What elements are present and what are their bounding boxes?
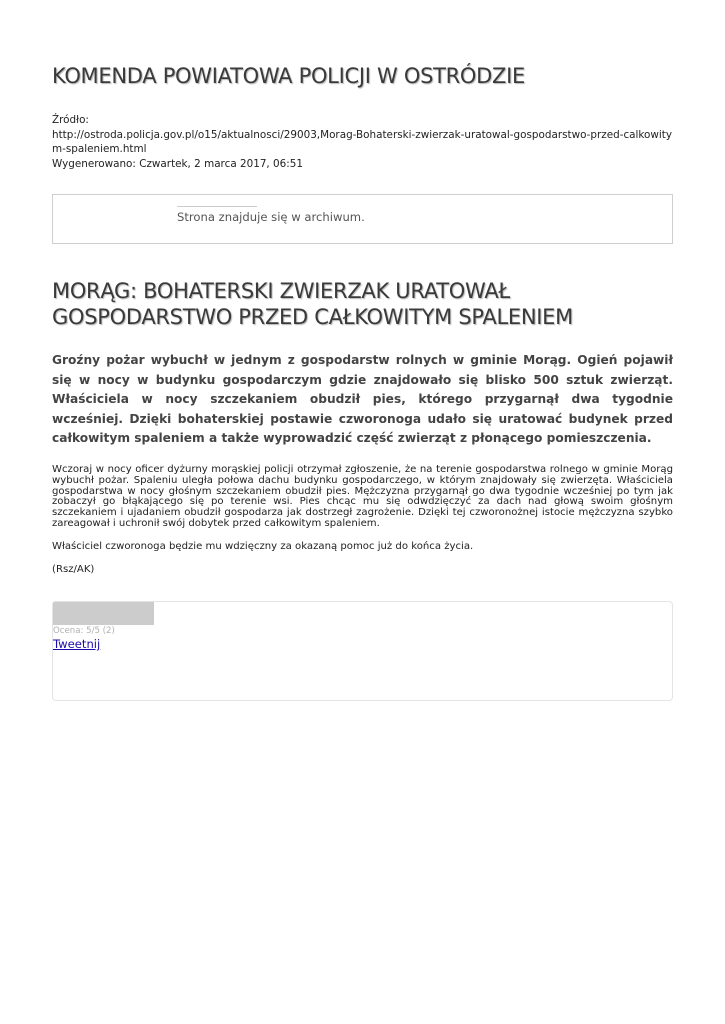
article-body — [52, 465, 673, 587]
generated-timestamp: Wygenerowano: Czwartek, 2 marca 2017, 06:51 — [52, 157, 303, 170]
site-title: KOMENDA POWIATOWA POLICJI W OSTRÓDZIE — [52, 64, 525, 88]
source-url: http://ostroda.policja.gov.pl/o15/aktualnosci/29003,Morag-Bohaterski-zwierzak-uratowal-gospodarstwo-przed-calkowitym-spaleniem.html — [52, 128, 673, 156]
archive-notice-text: Strona znajduje się w archiwum. — [177, 210, 365, 224]
rating-panel — [52, 601, 673, 701]
rating-stars-bar[interactable] — [53, 602, 154, 625]
article-lead: Groźny pożar wybuchł w jednym z gospodarstw rolnych w gminie Morąg. Ogień pojawił się w nocy w budynku gospodarczym gdzie znajdowało się blisko 500 sztuk zwierząt. Właściciela w nocy szczekaniem obudził pies, którego przygarnął dwa tygodnie wcześniej. Dzięki bohaterskiej postawie czworonoga udało się uratować budynek przed całkowitym spaleniem a także wyprowadzić część zwierząt z płonącego pomieszczenia. — [52, 353, 673, 445]
article-paragraph: Wczoraj w nocy oficer dyżurny morąskiej policji otrzymał zgłoszenie, że na terenie gospodarstwa rolnego w gminie Morąg wybuchł pożar. Spaleniu uległa połowa dachu budynku gospodarczego, w którym znajdowały się zwierzęta. Właściciela gospodarstwa w nocy głośnym szczekaniem obudził pies. Mężczyzna przygarnął go dwa tygodnie wcześniej po tym jak zobaczył go błąkającego się po terenie wsi. Pies chcąc mu się odwdzięczyć za dach nad głową swoim głośnym szczekaniem i ujadaniem obudził gospodarza jak dostrzegł zagrożenie. Dzięki tej czworonożnej istocie mężczyzna szybko zareagował i uchronił swój dobytek przed całkowitym spaleniem. — [52, 464, 673, 529]
tweet-link[interactable]: Tweetnij — [53, 637, 101, 651]
article-signature: (Rsz/AK) — [52, 563, 95, 575]
article-paragraph: Właściciel czworonoga będzie mu wdzięczny za okazaną pomoc już do końca życia. — [52, 540, 474, 552]
archive-notice-box — [52, 194, 673, 244]
source-block — [52, 113, 673, 171]
archive-divider — [177, 206, 257, 207]
rating-text: Ocena: 5/5 (2) — [53, 626, 115, 636]
article-title: MORĄG: BOHATERSKI ZWIERZAK URATOWAŁ GOSPODARSTWO PRZED CAŁKOWITYM SPALENIEM — [52, 279, 573, 329]
source-label: Źródło: — [52, 114, 89, 126]
